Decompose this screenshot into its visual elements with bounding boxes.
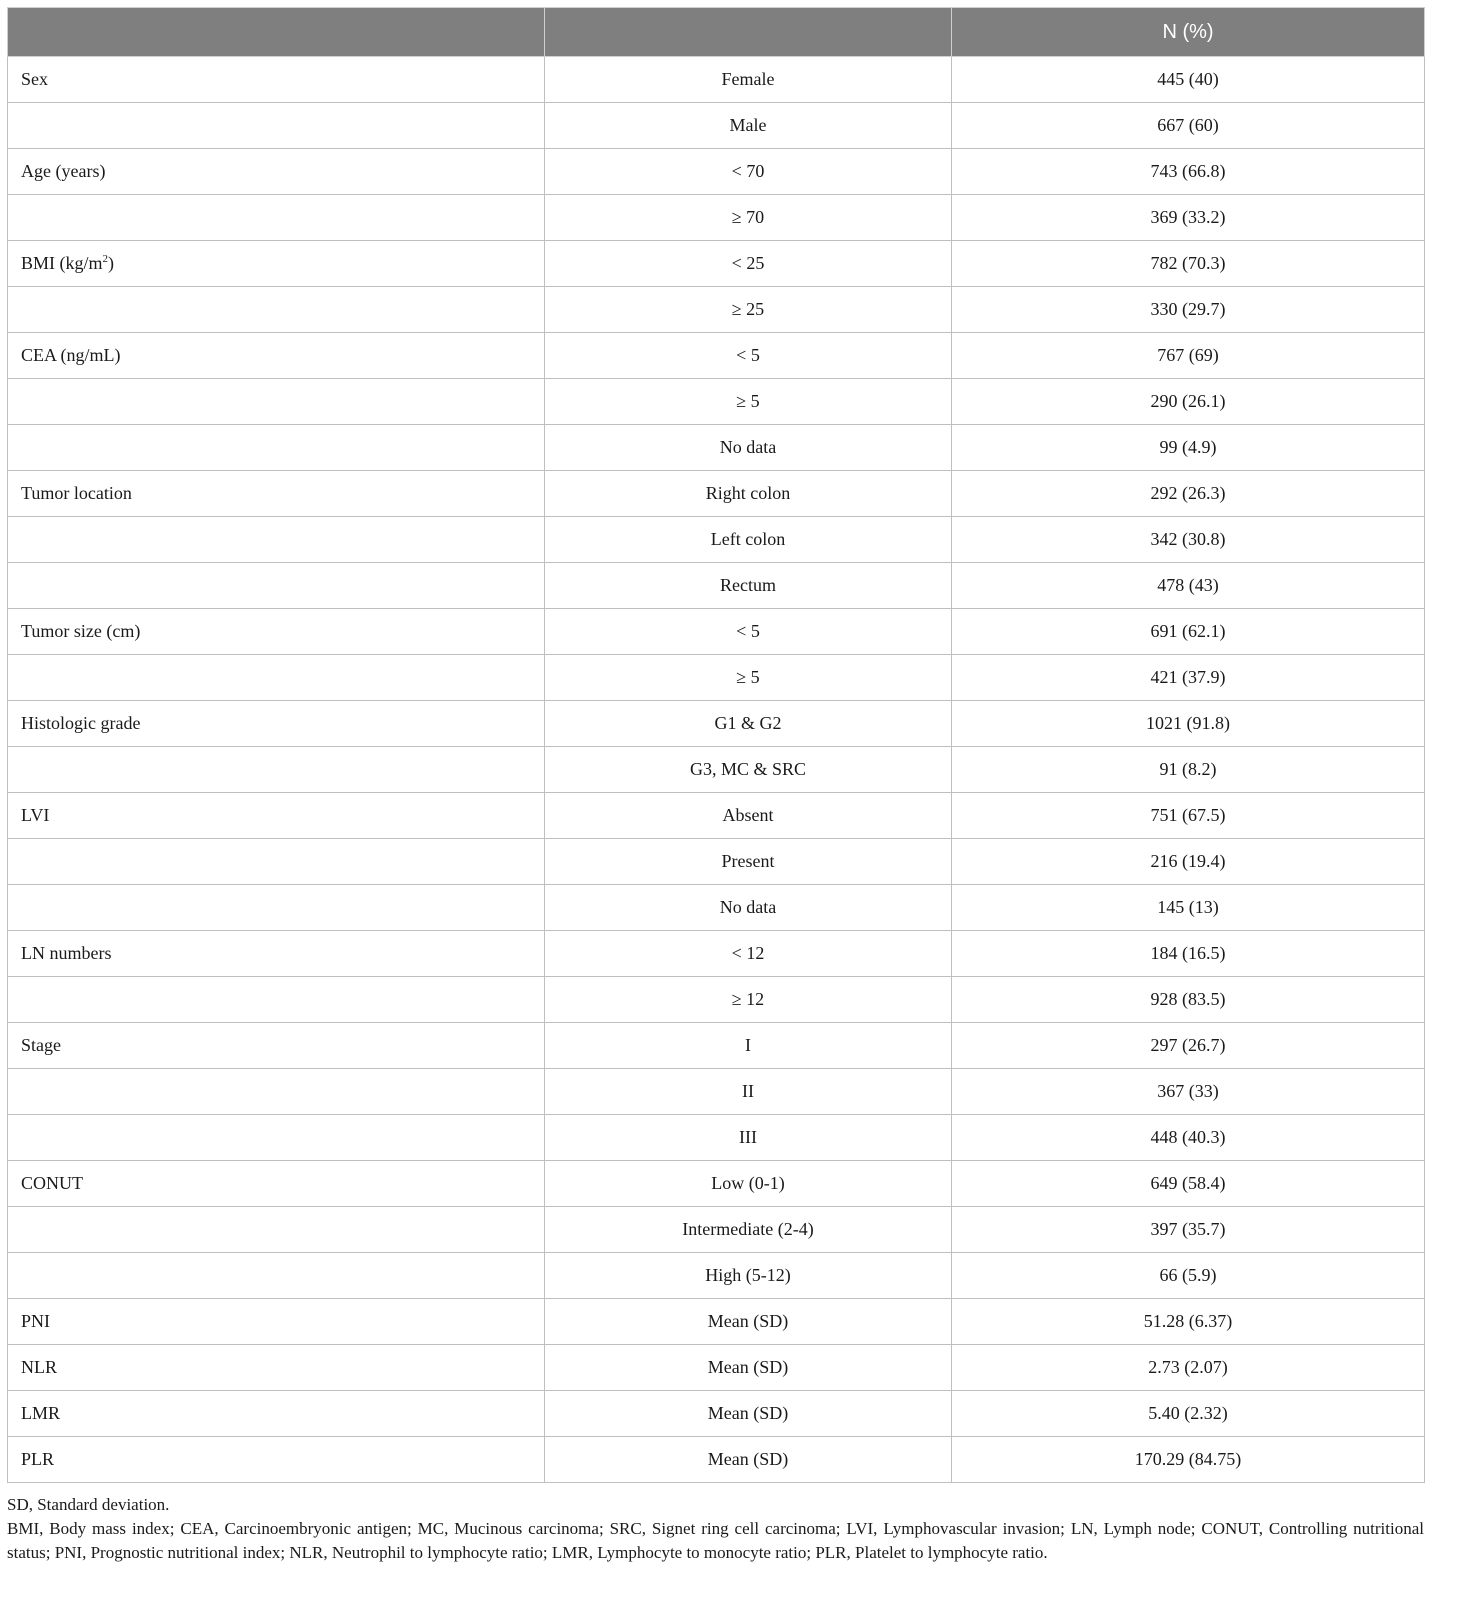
variable-text: Sex [21,69,48,89]
variable-text: PLR [21,1449,55,1469]
table-row [8,241,1425,287]
row-value: 5.40 (2.32) [952,1391,1425,1437]
row-value: 767 (69) [952,333,1425,379]
row-variable [8,1115,545,1161]
variable-text: PNI [21,1311,51,1331]
variable-text: CEA (ng/mL) [21,345,121,365]
table-row [8,747,1425,793]
table-row [8,1253,1425,1299]
row-value: 2.73 (2.07) [952,1345,1425,1391]
header-variable [8,8,545,57]
table-row [8,287,1425,333]
row-category: Mean (SD) [545,1437,952,1483]
row-value: 649 (58.4) [952,1161,1425,1207]
variable-text: BMI (kg/m [21,253,103,273]
row-variable [8,885,545,931]
table-row [8,1207,1425,1253]
row-category: Left colon [545,517,952,563]
row-category: I [545,1023,952,1069]
variable-text: Tumor location [21,483,132,503]
table-row [8,57,1425,103]
row-value: 478 (43) [952,563,1425,609]
row-value: 292 (26.3) [952,471,1425,517]
row-variable [8,793,545,839]
row-variable [8,1391,545,1437]
variable-text: Tumor size (cm) [21,621,141,641]
row-category: Absent [545,793,952,839]
table-row [8,793,1425,839]
table-row [8,517,1425,563]
variable-text: Stage [21,1035,61,1055]
row-variable [8,103,545,149]
row-category: No data [545,425,952,471]
row-category: ≥ 5 [545,379,952,425]
row-value: 297 (26.7) [952,1023,1425,1069]
table-row [8,977,1425,1023]
row-category: No data [545,885,952,931]
row-variable [8,1023,545,1069]
row-value: 290 (26.1) [952,379,1425,425]
table-footnotes [7,1493,1424,1565]
table-row [8,1115,1425,1161]
table-row [8,609,1425,655]
row-category: < 5 [545,609,952,655]
table-row [8,195,1425,241]
table-row [8,839,1425,885]
table-row [8,425,1425,471]
header-n-percent: N (%) [952,8,1425,57]
row-category: G3, MC & SRC [545,747,952,793]
table-row [8,103,1425,149]
table-header [8,8,1425,57]
row-category: ≥ 70 [545,195,952,241]
row-variable [8,747,545,793]
row-category: ≥ 5 [545,655,952,701]
row-variable [8,57,545,103]
row-category: Mean (SD) [545,1299,952,1345]
row-variable [8,1207,545,1253]
row-category: Mean (SD) [545,1345,952,1391]
row-category: ≥ 12 [545,977,952,1023]
row-value: 145 (13) [952,885,1425,931]
table-row [8,1069,1425,1115]
variable-text: NLR [21,1357,57,1377]
row-value: 445 (40) [952,57,1425,103]
table-row [8,655,1425,701]
row-category: Mean (SD) [545,1391,952,1437]
table-row [8,149,1425,195]
row-variable [8,195,545,241]
row-value: 91 (8.2) [952,747,1425,793]
row-variable [8,1161,545,1207]
row-variable [8,1299,545,1345]
table-row [8,931,1425,977]
table-row [8,1437,1425,1483]
variable-text: LVI [21,805,50,825]
table-row [8,333,1425,379]
row-variable [8,149,545,195]
row-variable [8,977,545,1023]
row-category: Low (0-1) [545,1161,952,1207]
characteristics-table-container [7,7,1424,1483]
row-value: 782 (70.3) [952,241,1425,287]
row-value: 369 (33.2) [952,195,1425,241]
variable-text: LMR [21,1403,61,1423]
row-category: Intermediate (2-4) [545,1207,952,1253]
row-category: High (5-12) [545,1253,952,1299]
row-category: Present [545,839,952,885]
footnote-abbreviations: BMI, Body mass index; CEA, Carcinoembryonic antigen; MC, Mucinous carcinoma; SRC, Signet ring cell carcinoma; LVI, Lymphovascular invasion; LN, Lymph node; CONUT, Controlling nutritional status; PNI, Prognostic nutritional index; NLR, Neutrophil to lymphocyte ratio; LMR, Lymphocyte to monocyte ratio; PLR, Platelet to lymphocyte ratio. [7,1519,1424,1562]
table-row [8,1161,1425,1207]
header-row [8,8,1425,57]
row-variable [8,287,545,333]
row-category: II [545,1069,952,1115]
row-value: 330 (29.7) [952,287,1425,333]
row-value: 751 (67.5) [952,793,1425,839]
table-row [8,1391,1425,1437]
row-value: 743 (66.8) [952,149,1425,195]
row-value: 51.28 (6.37) [952,1299,1425,1345]
row-variable [8,333,545,379]
table-body [8,57,1425,1483]
footnote-sd: SD, Standard deviation. [7,1495,170,1514]
variable-text: LN numbers [21,943,112,963]
table-row [8,1299,1425,1345]
row-variable [8,655,545,701]
row-category: ≥ 25 [545,287,952,333]
row-category: < 25 [545,241,952,287]
row-value: 342 (30.8) [952,517,1425,563]
row-category: < 5 [545,333,952,379]
row-value: 170.29 (84.75) [952,1437,1425,1483]
row-value: 99 (4.9) [952,425,1425,471]
row-category: < 12 [545,931,952,977]
row-variable [8,517,545,563]
table-row [8,701,1425,747]
table-row [8,379,1425,425]
row-value: 66 (5.9) [952,1253,1425,1299]
variable-text: Age (years) [21,161,106,181]
row-category: III [545,1115,952,1161]
row-category: < 70 [545,149,952,195]
variable-text: Histologic grade [21,713,141,733]
row-category: Female [545,57,952,103]
row-variable [8,563,545,609]
table-row [8,885,1425,931]
row-variable [8,931,545,977]
header-category [545,8,952,57]
table-row [8,1023,1425,1069]
row-value: 397 (35.7) [952,1207,1425,1253]
row-variable [8,1069,545,1115]
characteristics-table [7,7,1425,1483]
row-variable [8,425,545,471]
row-variable [8,241,545,287]
table-row [8,1345,1425,1391]
row-value: 928 (83.5) [952,977,1425,1023]
row-variable [8,839,545,885]
row-value: 421 (37.9) [952,655,1425,701]
row-category: Rectum [545,563,952,609]
row-variable [8,379,545,425]
row-variable [8,701,545,747]
variable-text: CONUT [21,1173,83,1193]
row-category: Male [545,103,952,149]
row-value: 1021 (91.8) [952,701,1425,747]
row-variable [8,471,545,517]
variable-superscript: 2 [102,253,109,265]
variable-suffix: ) [108,253,115,273]
table-row [8,471,1425,517]
table-row [8,563,1425,609]
row-value: 667 (60) [952,103,1425,149]
row-variable [8,1253,545,1299]
row-variable [8,1437,545,1483]
row-category: G1 & G2 [545,701,952,747]
row-value: 691 (62.1) [952,609,1425,655]
row-value: 367 (33) [952,1069,1425,1115]
row-value: 216 (19.4) [952,839,1425,885]
row-variable [8,1345,545,1391]
row-category: Right colon [545,471,952,517]
row-value: 448 (40.3) [952,1115,1425,1161]
row-variable [8,609,545,655]
row-value: 184 (16.5) [952,931,1425,977]
